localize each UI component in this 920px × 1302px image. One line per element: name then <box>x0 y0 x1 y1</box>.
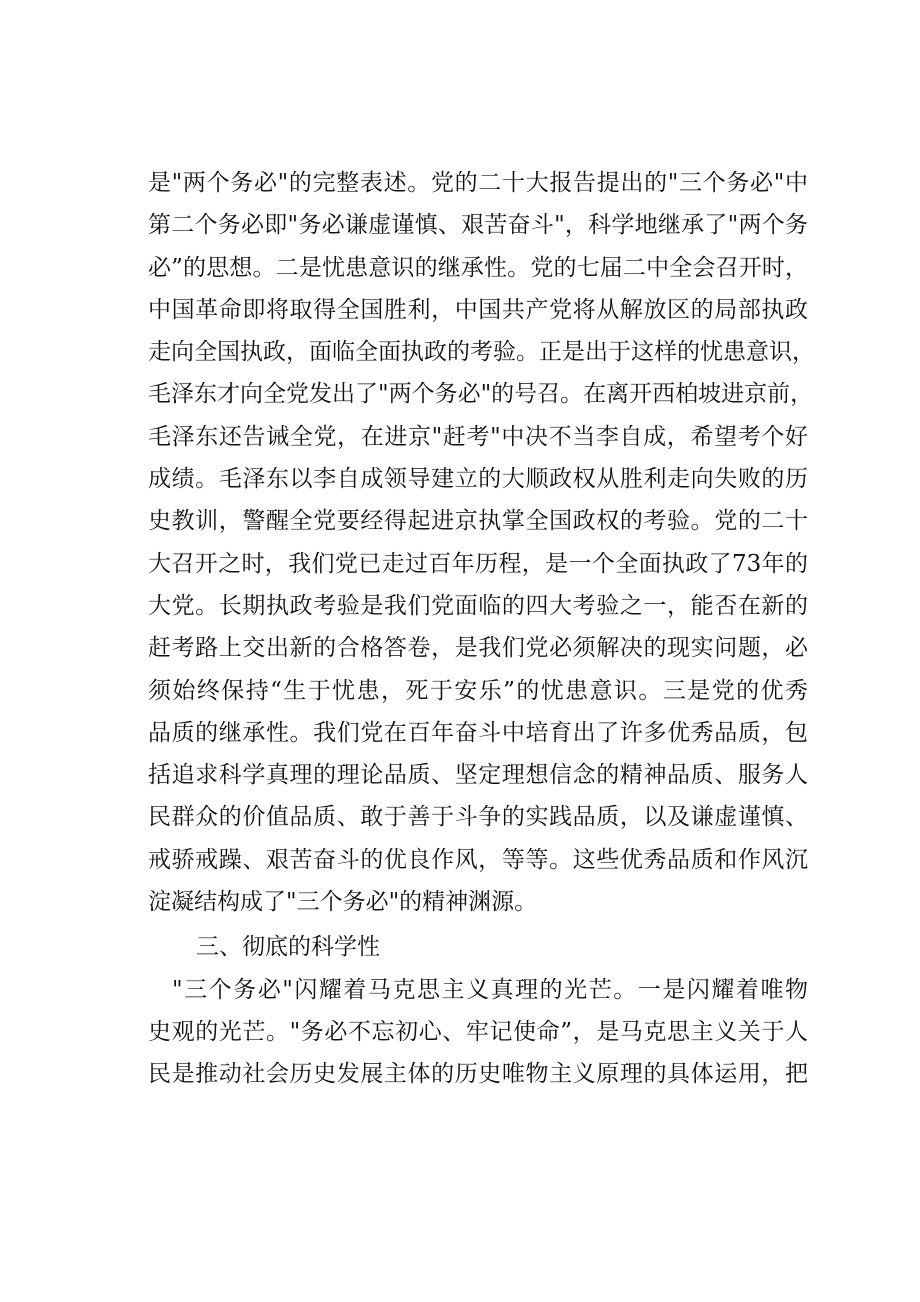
text-line: 大召开之时，我们党已走过百年历程，是一个全面执政了73年的 <box>148 550 808 577</box>
text-line: 民是推动社会历史发展主体的历史唯物主义原理的具体运用，把 <box>148 1061 808 1088</box>
text-line: 史观的光芒。"务必不忘初心、牢记使命”，是马克思主义关于人 <box>148 1018 808 1045</box>
text-line: 必”的思想。二是忧患意识的继承性。党的七届二中全会召开时， <box>148 254 808 281</box>
text-line: 毛泽东还告诫全党，在进京"赶考"中决不当李自成，希望考个好 <box>148 423 808 450</box>
text-line: 大党。长期执政考验是我们党面临的四大考验之一，能否在新的 <box>148 592 808 619</box>
text-line: "三个务必"闪耀着马克思主义真理的光芒。一是闪耀着唯物 <box>172 976 808 1003</box>
text-line: 第二个务必即"务必谦虚谨慎、艰苦奋斗"，科学地继承了"两个务 <box>148 212 808 239</box>
document-page <box>148 162 815 1096</box>
section-heading: 三、彻底的科学性 <box>196 934 380 961</box>
paragraph-continuation <box>148 162 815 923</box>
text-line: 是"两个务必"的完整表述。党的二十大报告提出的"三个务必"中 <box>148 170 808 196</box>
text-line: 戒骄戒躁、艰苦奋斗的优良作风，等等。这些优秀品质和作风沉 <box>148 846 808 873</box>
section-paragraph <box>148 969 808 1096</box>
text-line: 毛泽东才向全党发出了"两个务必"的号召。在离开西柏坡进京前， <box>148 381 814 408</box>
text-line: 赶考路上交出新的合格答卷，是我们党必须解决的现实问题，必 <box>148 635 808 662</box>
text-line: 淀凝结构成了"三个务必"的精神渊源。 <box>148 889 538 916</box>
text-line: 品质的继承性。我们党在百年奋斗中培育出了许多优秀品质，包 <box>148 719 808 746</box>
text-line: 走向全国执政，面临全面执政的考验。正是出于这样的忧患意识， <box>148 339 815 366</box>
text-line: 民群众的价值品质、敢于善于斗争的实践品质，以及谦虚谨慎、 <box>148 804 808 831</box>
text-line: 须始终保持“生于忧患，死于安乐”的忧患意识。三是党的优秀 <box>148 677 808 704</box>
text-line: 史教训，警醒全党要经得起进京执掌全国政权的考验。党的二十 <box>148 508 808 535</box>
text-line: 括追求科学真理的理论品质、坚定理想信念的精神品质、服务人 <box>148 762 808 789</box>
text-line: 成绩。毛泽东以李自成领导建立的大顺政权从胜利走向失败的历 <box>148 466 808 493</box>
text-line: 中国革命即将取得全国胜利，中国共产党将从解放区的局部执政 <box>148 296 808 323</box>
